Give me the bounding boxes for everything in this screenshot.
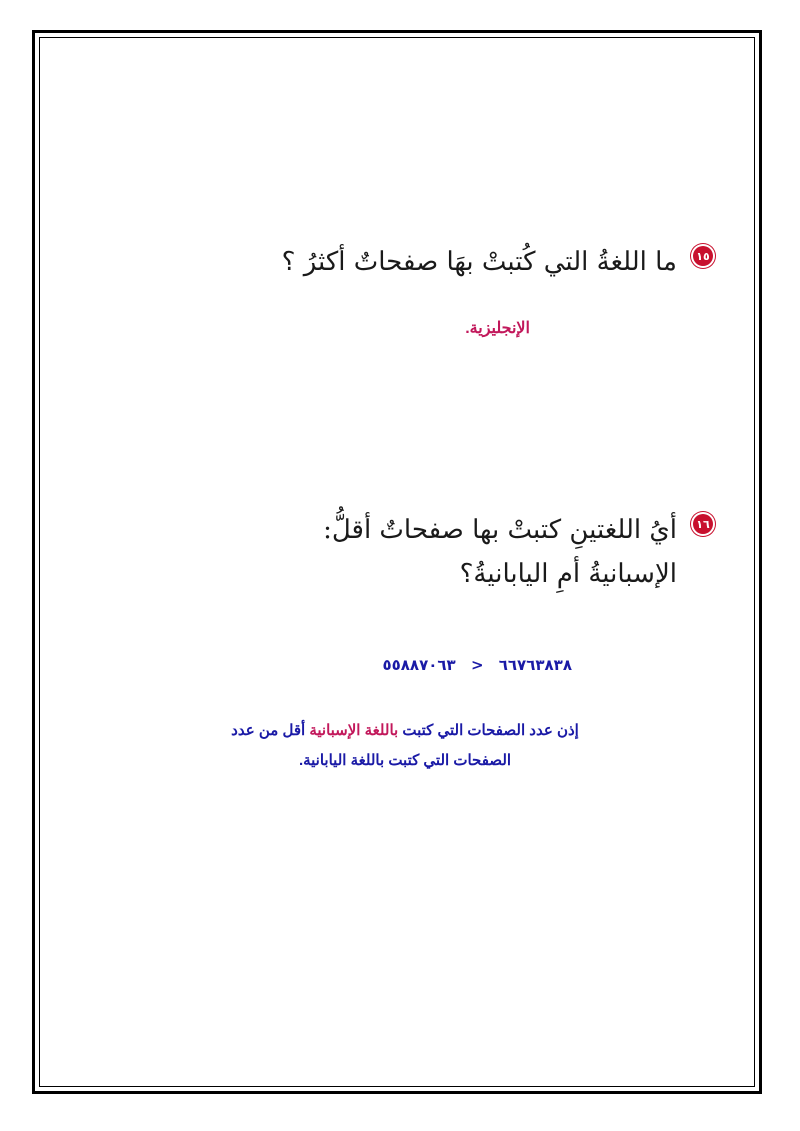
question-text-block [323,508,677,596]
question-text: ما اللغةُ التي كُتبتْ بهَا صفحاتٌ أكثرُ ؟ [281,247,677,277]
answer-16 [120,716,690,776]
question-text-line-1: أيُ اللغتينِ كتبتْ بها صفحاتٌ أقلُّ: [323,515,677,545]
question-text-line-2: الإسبانيةُ أمِ اليابانيةُ؟ [459,559,677,589]
question-16 [323,508,715,596]
comparison-right-value: ٥٥٨٨٧٠٦٣ [382,656,456,674]
answer-16-part-1: إذن عدد الصفحات التي كتبت [402,722,579,739]
comparison-left-value: ٦٦٧٦٣٨٣٨ [498,656,572,674]
answer-16-part-2: باللغة الإسبانية [309,722,399,739]
answer-15: الإنجليزية. [465,320,530,337]
question-number-badge: ١٥ [691,244,715,268]
answer-16-line-1 [120,716,690,746]
question-number-badge: ١٦ [691,512,715,536]
number-comparison [382,656,572,674]
answer-16-part-3: أقل من عدد [231,722,306,739]
question-15 [282,240,715,284]
comparison-operator: < [470,656,484,674]
answer-16-line-2: الصفحات التي كتبت باللغة اليابانية. [298,752,512,769]
